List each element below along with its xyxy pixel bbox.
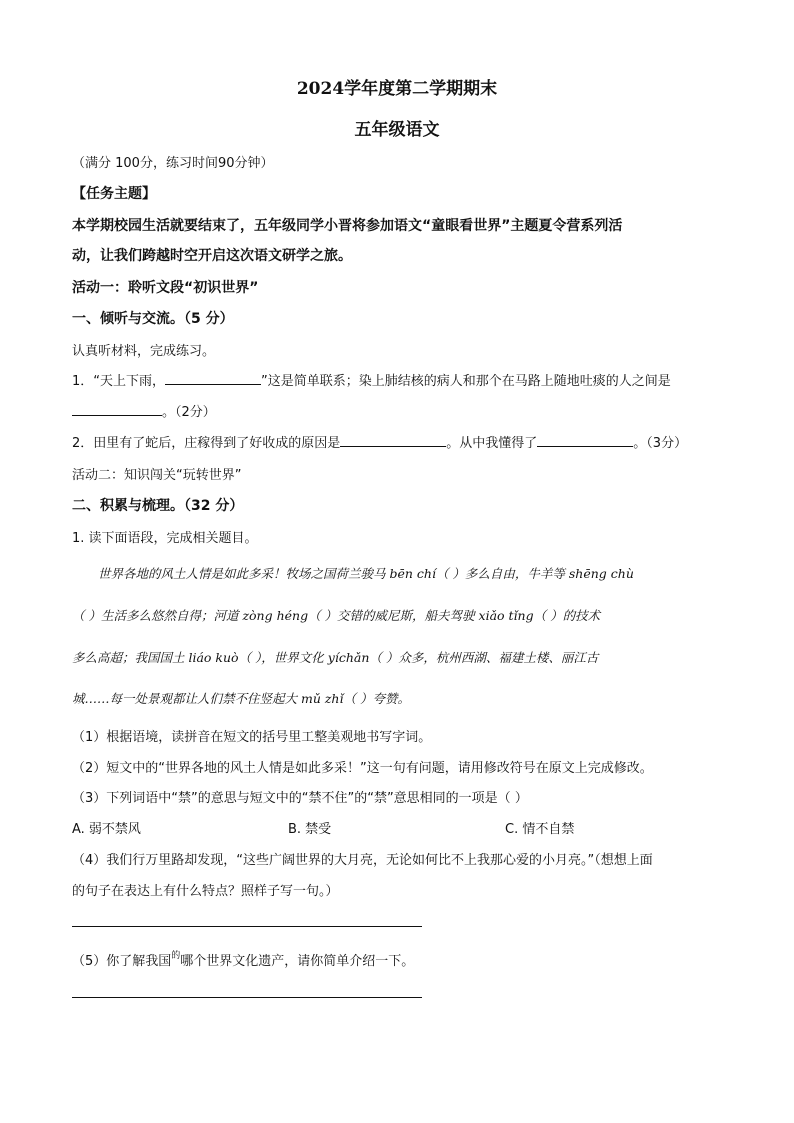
question-2 — [72, 432, 687, 451]
exam-info: （满分 100分，练习时间90分钟） — [72, 156, 274, 171]
task-heading: 【任务主题】 — [72, 186, 156, 202]
section2-heading: 二、积累与梳理。（32 分） — [72, 498, 244, 514]
sub-question-4-line1: （4）我们行万里路却发现，“这些广阔世界的大月亮，无论如何比不上我那心爱的小月亮。”（想想上面 — [72, 853, 653, 868]
passage-line-4: 城……每一处景观都让人们禁不住竖起大 mǔ zhǐ（ ）夸赞。 — [72, 691, 410, 706]
answer-line[interactable] — [72, 926, 422, 927]
question-1-text-a: 1．“天上下雨， — [72, 374, 166, 389]
option-b[interactable]: B. 禁受 — [288, 822, 332, 837]
sub-question-2: （2）短文中的“世界各地的风土人情是如此多采！”这一句有问题，请用修改符号在原文上完成修改。 — [72, 761, 653, 776]
activity2-title: 活动二：知识闯关“玩转世界” — [72, 468, 242, 483]
answer-blank[interactable] — [165, 372, 261, 385]
sub-question-1: （1）根据语境，读拼音在短文的括号里工整美观地书写字词。 — [72, 730, 432, 745]
sub-question-5-text-a: （5）你了解我国 — [72, 954, 172, 969]
answer-blank[interactable] — [72, 403, 162, 416]
question-1-text-b: ”这是简单联系；染上肺结核的病人和那个在马路上随地吐痰的人之间是 — [261, 374, 671, 389]
exam-subtitle: 五年级语文 — [354, 120, 440, 140]
sub-question-5-sup: 的 — [171, 951, 181, 961]
question-2-text-a: 2．田里有了蛇后，庄稼得到了好收成的原因是 — [72, 436, 341, 451]
passage-line-3: 多么高超；我国国土 liáo kuò（ ），世界文化 yíchǎn（ ）众多，杭州西湖、福建土楼、丽江古 — [72, 650, 599, 665]
section2-question-1: 1. 读下面语段，完成相关题目。 — [72, 531, 258, 546]
passage-line-1: 世界各地的风土人情是如此多采！牧场之国荷兰骏马 bēn chí（ ）多么自由，牛羊等 shēng chù — [98, 566, 634, 581]
activity1-title: 活动一：聆听文段“初识世界” — [72, 280, 259, 296]
passage-line-2: （ ）生活多么悠然自得；河道 zòng héng（ ）交错的威尼斯，船夫驾驶 xiǎo tǐng（ ）的技术 — [72, 608, 601, 623]
answer-line[interactable] — [72, 997, 422, 998]
answer-blank[interactable] — [537, 434, 633, 447]
section1-instruction: 认真听材料，完成练习。 — [72, 344, 216, 359]
task-intro-line1: 本学期校园生活就要结束了，五年级同学小晋将参加语文“童眼看世界”主题夏令营系列活 — [72, 218, 623, 234]
question-1-text-c: 。（2分） — [162, 405, 216, 420]
exam-title: 2024学年度第二学期期末 — [296, 79, 498, 99]
sub-question-5 — [72, 950, 414, 969]
question-1-continued — [72, 401, 216, 420]
question-2-text-b: 。从中我懂得了 — [446, 436, 538, 451]
task-intro-line2: 动，让我们跨越时空开启这次语文研学之旅。 — [72, 248, 352, 264]
sub-question-3: （3）下列词语中“禁”的意思与短文中的“禁不住”的“禁”意思相同的一项是（ ） — [72, 791, 528, 806]
sub-question-5-text-b: 哪个世界文化遗产，请你简单介绍一下。 — [180, 954, 415, 969]
section1-heading: 一、倾听与交流。（5 分） — [72, 311, 234, 327]
question-1 — [72, 370, 671, 389]
question-2-text-c: 。（3分） — [633, 436, 688, 451]
option-a[interactable]: A. 弱不禁风 — [72, 822, 141, 837]
option-c[interactable]: C. 情不自禁 — [505, 822, 575, 837]
answer-blank[interactable] — [340, 434, 446, 447]
sub-question-4-line2: 的句子在表达上有什么特点？照样子写一句。） — [72, 884, 339, 899]
